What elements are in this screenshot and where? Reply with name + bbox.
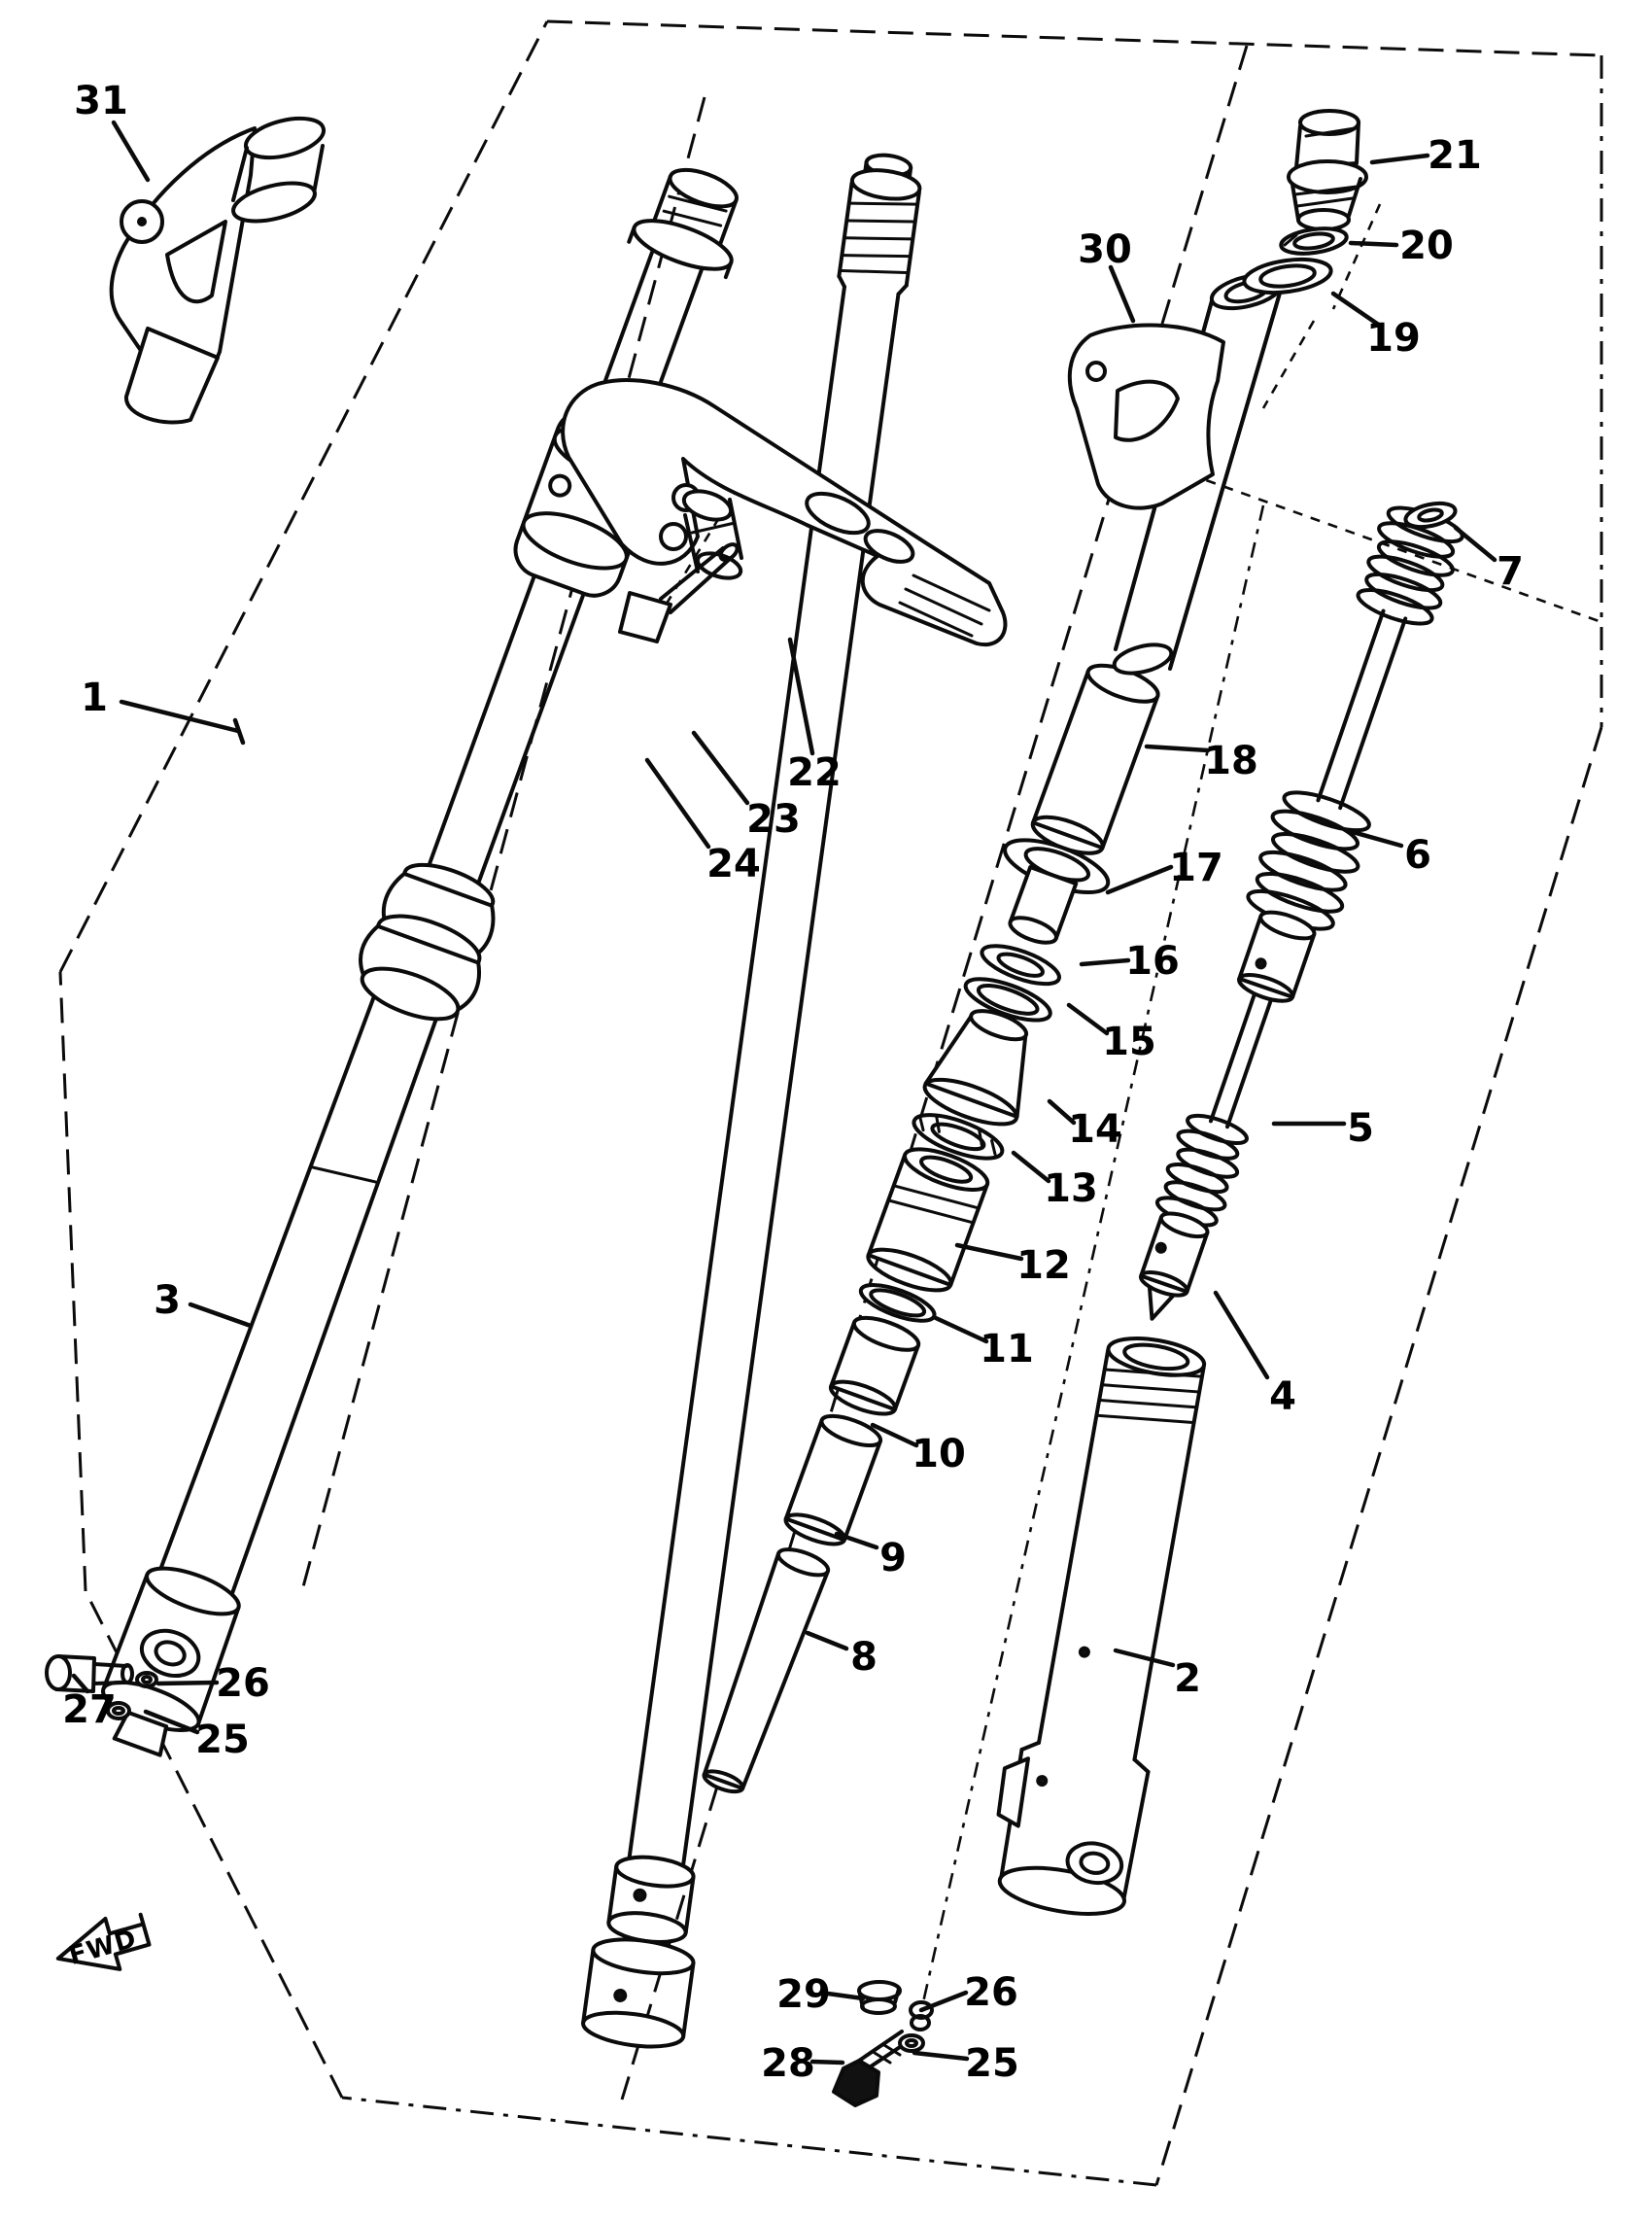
part-label-15: [1069, 1005, 1156, 1064]
part-label-19: [1333, 294, 1421, 361]
part-label-8: [808, 1633, 878, 1680]
part-label-22: [787, 640, 842, 795]
cylinder-9: [782, 1410, 884, 1550]
border-left: [60, 972, 86, 1591]
part-number-22: 22: [787, 750, 842, 795]
border-bottom: [342, 2098, 1156, 2185]
cap-bolt-21: [1289, 111, 1366, 229]
part-label-11: [936, 1318, 1034, 1371]
part-number-15: 15: [1102, 1020, 1156, 1064]
part-number-11: 11: [980, 1327, 1034, 1371]
part-number-26: 26: [216, 1661, 270, 1706]
part-number-14: 14: [1068, 1107, 1122, 1152]
border-top: [547, 21, 1601, 55]
part-label-12: [957, 1243, 1071, 1288]
axis-cap-washers: [1333, 204, 1380, 309]
border-upper-left: [60, 21, 547, 972]
under-bracket-30: [1070, 268, 1286, 677]
part-label-5: [1274, 1106, 1374, 1151]
separator-left-fork: [301, 97, 705, 1594]
part-number-23: 23: [746, 797, 801, 842]
part-labels: [62, 79, 1524, 2086]
fwd-label: FWD: [65, 1924, 141, 1971]
part-label-10: [873, 1425, 966, 1476]
part-label-3: [154, 1278, 251, 1326]
part-label-24: [647, 760, 761, 886]
damper-rod-end-4: [1129, 1209, 1210, 1327]
gasket-25-right: [900, 2035, 923, 2051]
part-number-13: 13: [1044, 1166, 1098, 1211]
leader-line-31: [114, 122, 148, 180]
part-number-5: 5: [1347, 1106, 1374, 1151]
part-number-2: 2: [1174, 1656, 1201, 1701]
part-label-9: [837, 1534, 907, 1580]
part-number-4: 4: [1269, 1374, 1296, 1419]
cup-10: [827, 1311, 922, 1420]
part-number-17: 17: [1169, 846, 1223, 890]
part-label-7: [1456, 528, 1524, 594]
part-number-16: 16: [1125, 939, 1180, 984]
part-number-24: 24: [706, 842, 761, 886]
leader-line-24: [647, 760, 708, 847]
leader-line-30: [1111, 267, 1133, 321]
guide-29: [859, 1982, 900, 2013]
washer-26-left: [137, 1673, 156, 1686]
part-number-21: 21: [1428, 133, 1482, 178]
part-number-30: 30: [1078, 227, 1132, 272]
leader-line-16: [1082, 960, 1128, 964]
leader-line-18: [1147, 746, 1208, 750]
part-label-13: [1014, 1153, 1098, 1211]
part-label-29: [776, 1972, 863, 2017]
part-number-29: 29: [776, 1972, 831, 2017]
part-label-16: [1082, 939, 1180, 984]
leader-line-25: [914, 2053, 967, 2059]
leader-line-4: [1216, 1293, 1267, 1377]
leader-line-23: [694, 733, 747, 803]
rod-collar: [1236, 907, 1317, 1006]
part-label-31: [74, 79, 148, 180]
part-number-8: 8: [850, 1635, 878, 1680]
leader-line-20: [1351, 243, 1396, 245]
part-number-18: 18: [1204, 739, 1258, 783]
leader-line-22: [790, 640, 812, 753]
leader-line-28: [812, 2062, 843, 2063]
part-label-17: [1108, 846, 1223, 892]
part-label-2: [1116, 1650, 1201, 1701]
part-number-20: 20: [1399, 224, 1454, 268]
part-label-26: [921, 1970, 1018, 2015]
part-number-7: 7: [1497, 549, 1524, 594]
part-number-1: 1: [81, 676, 108, 720]
part-number-26: 26: [964, 1970, 1018, 2015]
part-number-12: 12: [1016, 1243, 1071, 1288]
part-label-25: [914, 2041, 1019, 2086]
leader-line-17: [1108, 867, 1171, 892]
leader-line-1: [121, 702, 238, 731]
leader-line-29: [828, 1994, 863, 1998]
part-label-30: [1078, 227, 1133, 321]
tube-8: [696, 1545, 831, 1798]
wedge-23: [680, 486, 743, 583]
piston-12: [864, 1141, 992, 1299]
part-label-6: [1346, 830, 1431, 878]
part-number-31: 31: [74, 79, 128, 123]
leader-line-12: [957, 1245, 1021, 1259]
part-number-25: 25: [195, 1718, 250, 1762]
border-right-diagonal: [1156, 727, 1601, 2185]
leader-line-8: [808, 1633, 846, 1649]
part-number-28: 28: [761, 2041, 815, 2086]
part-number-10: 10: [912, 1432, 966, 1476]
part-number-25: 25: [965, 2041, 1019, 2086]
leader-line-7: [1456, 528, 1495, 560]
part-number-3: 3: [154, 1278, 181, 1323]
part-number-27: 27: [62, 1687, 117, 1732]
spring-seat-17: [979, 829, 1114, 957]
axis-washer-stem: [1263, 321, 1314, 408]
part-label-14: [1050, 1101, 1122, 1152]
leader-line-26: [921, 1993, 966, 2010]
part-number-19: 19: [1366, 316, 1421, 361]
bracket-31: [112, 112, 327, 423]
part-label-20: [1351, 224, 1454, 268]
part-label-28: [761, 2041, 843, 2086]
lock-washer-20: [1280, 225, 1349, 257]
outer-tube-2: [981, 1327, 1222, 1922]
part-label-1: [81, 676, 243, 743]
seat-washer-19: [1242, 255, 1333, 297]
part-label-4: [1216, 1293, 1296, 1419]
leader-line-26: [158, 1683, 217, 1684]
part-label-21: [1372, 133, 1482, 178]
part-number-6: 6: [1404, 833, 1431, 878]
leader-line-15: [1069, 1005, 1107, 1033]
spacer-18: [1028, 658, 1162, 860]
washer-7: [1403, 500, 1457, 531]
leader-line-3: [190, 1304, 251, 1326]
damper-rod-assembly: [1105, 498, 1474, 1335]
part-number-9: 9: [879, 1536, 907, 1580]
leader-line-2: [1116, 1650, 1173, 1665]
fwd-arrow: [52, 1909, 154, 1985]
leader-line-21: [1372, 156, 1428, 162]
part-label-23: [694, 733, 801, 842]
